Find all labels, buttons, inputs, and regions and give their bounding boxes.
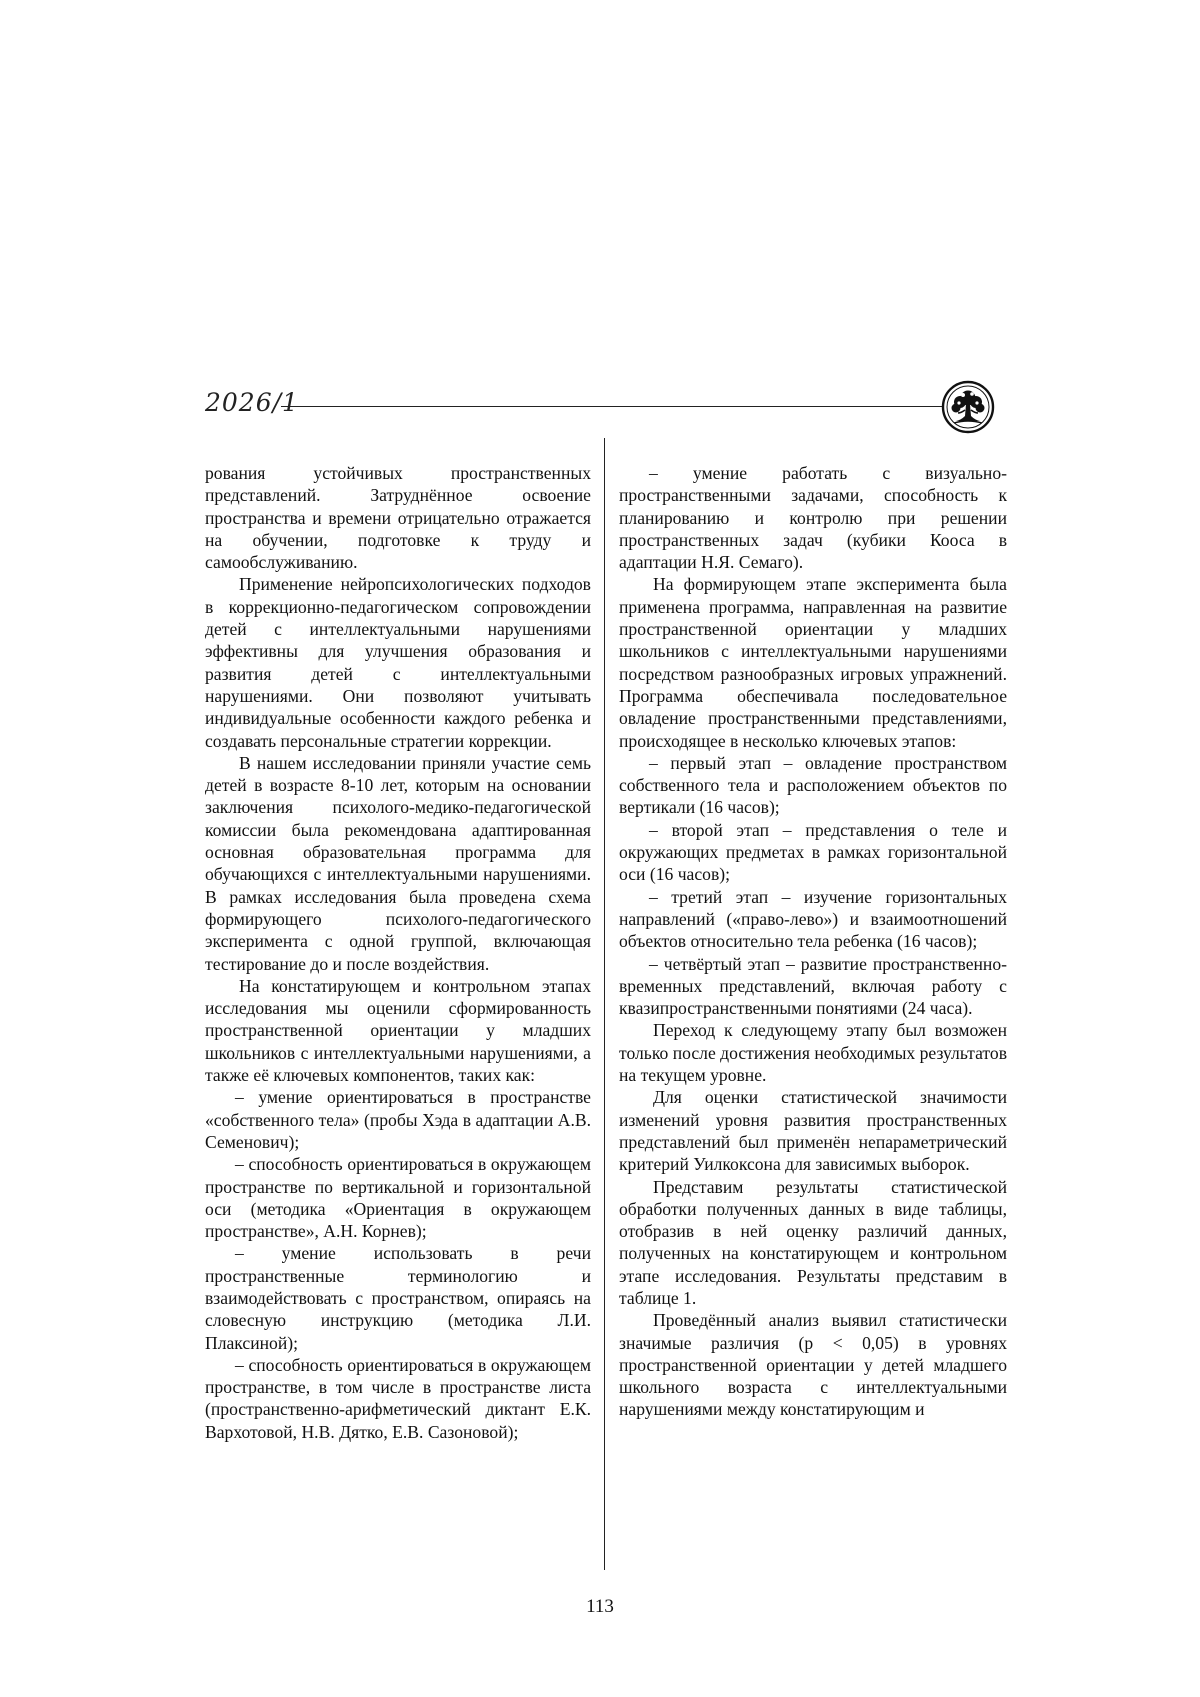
column-divider	[604, 438, 605, 1570]
header-rule	[281, 406, 943, 407]
paragraph: Проведённый анализ выявил статистически значимые различия (р < 0,05) в уровнях пространственной ориентации у детей младшего школьного возраста с интеллектуальными нарушениями между констатирующим и	[619, 1310, 1007, 1420]
paragraph: В нашем исследовании приняли участие семь детей в возрасте 8-10 лет, которым на основании заключения психолого-медико-педагогической комиссии была рекомендована адаптированная основная образовательная программа для обучающихся с интеллектуальными нарушениями. В рамках исследования была проведена схема формирующего психолого-педагогического эксперимента с одной группой, включающая тестирование до и после воздействия.	[205, 752, 591, 974]
tree-emblem-icon	[941, 380, 995, 434]
paragraph: Представим результаты статистической обработки полученных данных в виде таблицы, отобразив в ней оценку различий данных, полученных на констатирующем и контрольном этапе исследования. Результаты представим в таблице 1.	[619, 1176, 1007, 1308]
paragraph: Переход к следующему этапу был возможен только после достижения необходимых результатов на текущем уровне.	[619, 1020, 1007, 1086]
left-text-column	[205, 462, 591, 1443]
list-item: – второй этап – представления о теле и окружающих предметах в рамках горизонтальной оси (16 часов);	[619, 819, 1007, 885]
right-text-column	[619, 462, 1007, 1421]
page-number: 113	[586, 1596, 614, 1617]
paragraph: рования устойчивых пространственных представлений. Затруднённое освоение пространства и времени отрицательно отражается на обучении, подготовке к труду и самообслуживанию.	[205, 463, 591, 573]
journal-issue-label: 2026/1	[205, 388, 299, 417]
list-item: – умение работать с визуально-пространственными задачами, способность к планированию и контролю при решении пространственных задач (кубики Кооса в адаптации Н.Я. Семаго).	[619, 463, 1007, 573]
paragraph: На формирующем этапе эксперимента была применена программа, направленная на развитие пространственной ориентации у младших школьников с интеллектуальными нарушениями посредством разнообразных игровых упражнений. Программа обеспечивала последовательное овладение пространственными представлениями, происходящее в несколько ключевых этапов:	[619, 574, 1007, 751]
list-item: – способность ориентироваться в окружающем пространстве, в том числе в пространстве листа (пространственно-арифметический диктант Е.К. Вархотовой, Н.В. Дятко, Е.В. Сазоновой);	[205, 1354, 591, 1442]
list-item: – первый этап – овладение пространством собственного тела и расположением объектов по вертикали (16 часов);	[619, 752, 1007, 818]
list-item: – четвёртый этап – развитие пространственно-временных представлений, включая работу с квазипространственными понятиями (24 часа).	[619, 953, 1007, 1019]
list-item: – третий этап – изучение горизонтальных направлений («право-лево») и взаимоотношений объектов относительно тела ребенка (16 часов);	[619, 886, 1007, 952]
paragraph: На констатирующем и контрольном этапах исследования мы оценили сформированность пространственной ориентации у младших школьников с интеллектуальными нарушениями, а также её ключевых компонентов, таких как:	[205, 975, 591, 1086]
running-header	[205, 380, 1005, 436]
list-item: – умение использовать в речи пространственные терминологию и взаимодействовать с пространством, опираясь на словесную инструкцию (методика Л.И. Плаксиной);	[205, 1243, 591, 1353]
paragraph: Для оценки статистической значимости изменений уровня развития пространственных представлений был применён непараметрический критерий Уилкоксона для зависимых выборок.	[619, 1087, 1007, 1175]
list-item: – умение ориентироваться в пространстве «собственного тела» (пробы Хэда в адаптации А.В. Семенович);	[205, 1087, 591, 1152]
paragraph: Применение нейропсихологических подходов в коррекционно-педагогическом сопровождении детей с интеллектуальными нарушениями эффективны для улучшения образования и развития детей с интеллектуальными нарушениями. Они позволяют учитывать индивидуальные особенности каждого ребенка и создавать персональные стратегии коррекции.	[205, 574, 591, 751]
list-item: – способность ориентироваться в окружающем пространстве по вертикальной и горизонтальной оси (методика «Ориентация в окружающем пространстве», А.Н. Корнев);	[205, 1154, 591, 1242]
